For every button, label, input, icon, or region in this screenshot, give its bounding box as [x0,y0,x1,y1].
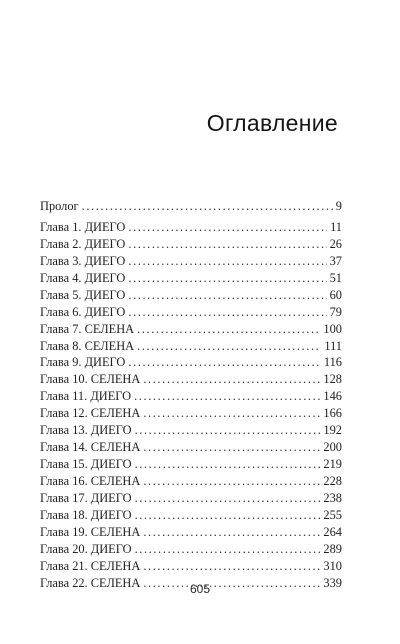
toc-entry-page-number: 264 [323,524,342,539]
toc-entry-label: Пролог [40,199,79,213]
table-of-contents [40,198,342,592]
toc-entry-page-number: 111 [324,338,342,353]
toc-entry-page-number: 37 [329,253,342,268]
toc-entry [40,321,342,338]
toc-entry-label: Глава 11. ДИЕГО [40,389,132,404]
page-title: Оглавление [206,110,338,136]
dot-leader [134,388,320,405]
toc-entry-label: Глава 2. ДИЕГО [40,236,126,251]
toc-entry-page-number: 192 [323,423,342,438]
dot-leader [135,422,321,439]
toc-entry-label: Глава 5. ДИЕГО [40,287,126,302]
dot-leader [143,439,320,456]
toc-entry-page-number: 116 [323,355,342,370]
toc-entry-label: Глава 22. СЕЛЕНА [40,575,141,590]
toc-entry-label: Глава 12. СЕЛЕНА [40,406,141,421]
toc-entry-label: Глава 1. ДИЕГО [40,219,126,234]
toc-entry [40,354,342,371]
toc-entry [40,270,342,287]
dot-leader [128,253,326,270]
toc-entry [40,304,342,321]
dot-leader [143,558,320,575]
page-number: 605 [189,582,211,596]
toc-entry-label: Глава 6. ДИЕГО [40,304,126,319]
toc-entry [40,507,342,524]
toc-entry [40,219,342,236]
dot-leader [137,321,320,338]
toc-entry [40,338,342,355]
toc-entry-page-number: 79 [329,304,342,319]
toc-entry-label: Глава 20. ДИЕГО [40,541,132,556]
toc-entry-label: Глава 10. СЕЛЕНА [40,372,141,387]
dot-leader [128,270,326,287]
toc-entry [40,524,342,541]
dot-leader [135,507,321,524]
dot-leader [135,541,321,558]
toc-entry-label: Глава 13. ДИЕГО [40,423,132,438]
dot-leader [135,456,321,473]
toc-entry-page-number: 255 [323,507,342,522]
toc-entry [40,371,342,388]
toc-entry-page-number: 228 [323,474,342,488]
dot-leader [128,287,326,304]
toc-entry-label: Глава 3. ДИЕГО [40,253,126,268]
toc-entry-label: Глава 18. ДИЕГО [40,507,132,522]
toc-entry [40,558,342,575]
toc-entry-label: Глава 7. СЕЛЕНА [40,321,135,336]
toc-entry [40,422,342,439]
toc-entry [40,287,342,304]
toc-entry-label: Глава 8. СЕЛЕНА [40,338,135,353]
dot-leader [137,338,321,355]
toc-entry-page-number: 60 [329,287,342,302]
toc-entry-prologue [40,198,342,215]
dot-leader [128,304,326,321]
toc-entry-page-number: 238 [323,490,342,505]
toc-entry-label: Глава 17. ДИЕГО [40,490,132,505]
toc-entry [40,439,342,456]
toc-entry-page-number: 146 [323,389,342,404]
toc-entry-label: Глава 21. СЕЛЕНА [40,558,141,573]
toc-entry-page-number: 51 [329,270,342,285]
toc-entry [40,456,342,473]
dot-leader [82,198,333,215]
toc-entry [40,473,342,490]
toc-entry-page-number: 128 [323,372,342,387]
toc-entry [40,405,342,422]
toc-entry-page-number: 200 [323,440,342,455]
toc-entry-label: Глава 14. СЕЛЕНА [40,440,141,455]
toc-entry-page-number: 100 [323,321,342,336]
toc-entry-page-number: 11 [330,219,342,234]
dot-leader [128,219,327,236]
toc-entry-page-number: 310 [323,558,342,573]
toc-entry-page-number: 26 [329,236,342,251]
toc-entry [40,541,342,558]
toc-entry [40,388,342,405]
toc-entry-label: Глава 4. ДИЕГО [40,270,126,285]
toc-entry-page-number: 339 [323,575,342,590]
toc-entry-label: Глава 19. СЕЛЕНА [40,524,141,539]
dot-leader [143,405,320,422]
dot-leader [128,236,326,253]
toc-entry [40,236,342,253]
toc-entry [40,253,342,270]
toc-entry-label: Глава 15. ДИЕГО [40,457,132,472]
dot-leader [135,490,321,507]
toc-entry-page-number: 289 [323,541,342,556]
dot-leader [143,524,320,541]
toc-entry-page-number: 219 [323,457,342,472]
toc-entry-label: Глава 9. ДИЕГО [40,355,126,370]
toc-entry [40,490,342,507]
toc-entry-page-number: 166 [323,406,342,421]
dot-leader [128,354,320,371]
dot-leader [143,473,320,490]
dot-leader [143,371,320,388]
toc-entry-page-number: 9 [335,199,342,213]
toc-entry-label: Глава 16. СЕЛЕНА [40,474,141,488]
